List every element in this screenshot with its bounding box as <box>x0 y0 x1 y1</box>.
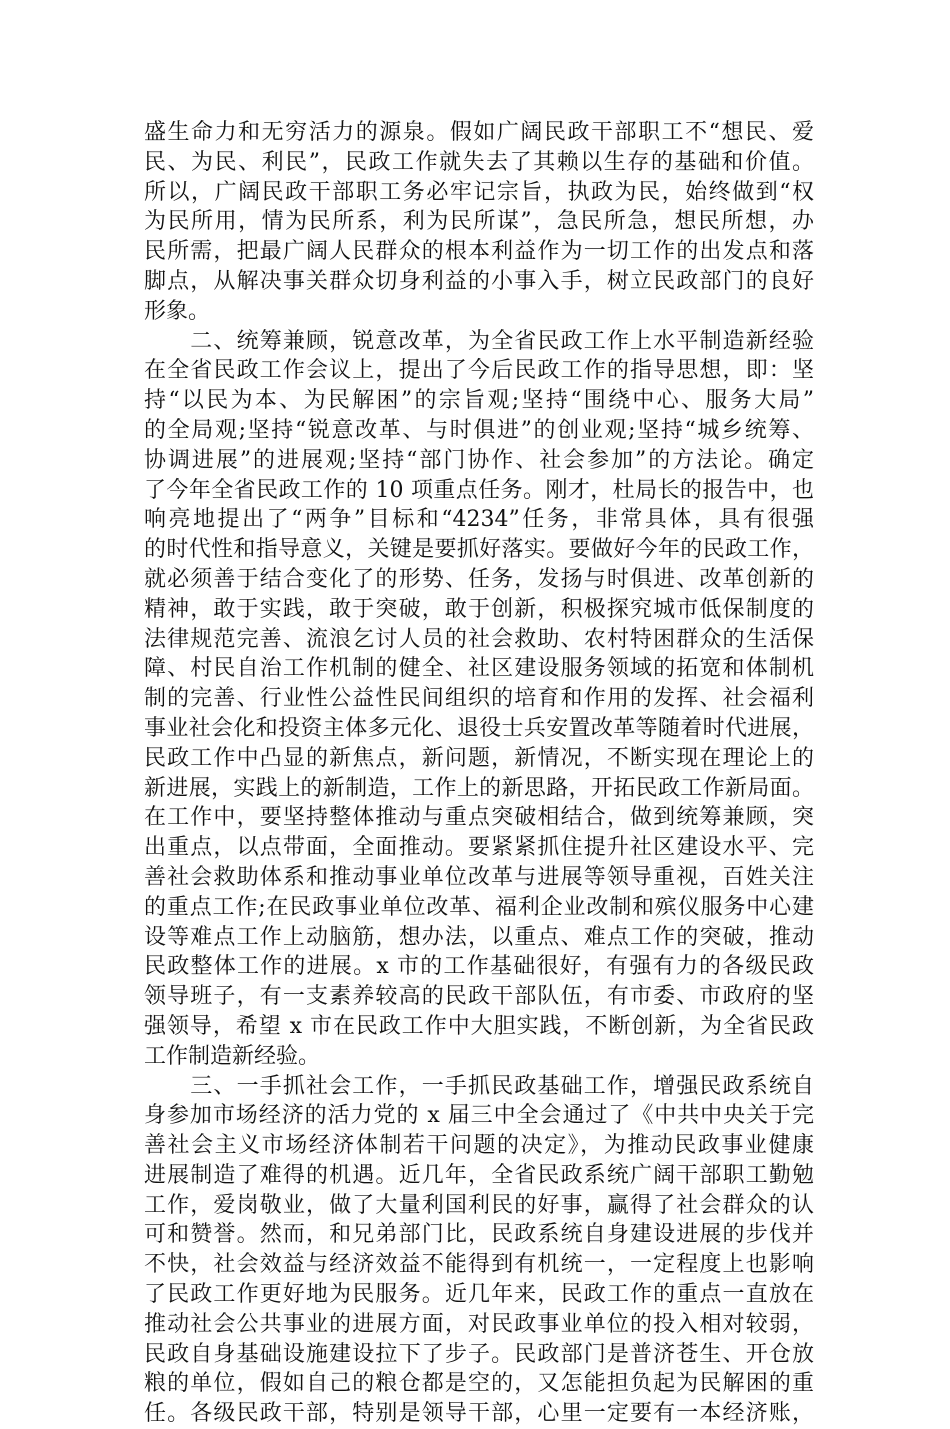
text-line: 协调进展”的进展观;坚持“部门协作、社会参加”的方法论。确定 <box>144 447 814 473</box>
text-line: 精神，敢于实践，敢于突破，敢于创新，积极探究城市低保制度的 <box>144 596 814 622</box>
text-line: 响亮地提出了“两争”目标和“4234”任务，非常具体，具有很强 <box>144 507 814 533</box>
body-text <box>144 118 814 1429</box>
text-line: 盛生命力和无穷活力的源泉。假如广阔民政干部职工不“想民、爱 <box>144 120 814 145</box>
text-line: 善社会救助体系和推动事业单位改革与进展等领导重视，百姓关注 <box>144 864 814 890</box>
text-line: 民政整体工作的进展。x 市的工作基础很好，有强有力的各级民政 <box>144 954 814 980</box>
text-line: 在工作中，要坚持整体推动与重点突破相结合，做到统筹兼顾，突 <box>144 805 814 831</box>
text-line: 任。各级民政干部，特别是领导干部，心里一定要有一本经济账， <box>144 1401 814 1427</box>
text-line: 出重点，以点带面，全面推动。要紧紧抓住提升社区建设水平、完 <box>144 835 814 861</box>
text-line: 的时代性和指导意义，关键是要抓好落实。要做好今年的民政工作， <box>144 537 814 563</box>
text-line: 民所需，把最广阔人民群众的根本利益作为一切工作的出发点和落 <box>144 239 814 265</box>
text-line: 法律规范完善、流浪乞讨人员的社会救助、农村特困群众的生活保 <box>144 626 814 652</box>
text-line: 民政自身基础设施建设拉下了步子。民政部门是普济苍生、开仓放 <box>144 1341 814 1367</box>
text-line: 新进展，实践上的新制造，工作上的新思路，开拓民政工作新局面。 <box>144 775 814 801</box>
text-line: 就必须善于结合变化了的形势、任务，发扬与时俱进、改革创新的 <box>144 566 814 592</box>
text-line: 民政工作中凸显的新焦点，新问题，新情况，不断实现在理论上的 <box>144 745 814 771</box>
section-heading: 二、统筹兼顾，锐意改革，为全省民政工作上水平制造新经验 <box>144 328 814 354</box>
text-line: 善社会主义市场经济体制若干问题的决定》，为推动民政事业健康 <box>144 1133 814 1159</box>
text-line: 在全省民政工作会议上，提出了今后民政工作的指导思想，即：坚 <box>144 358 814 384</box>
text-line: 制的完善、行业性公益性民间组织的培育和作用的发挥、社会福利 <box>144 686 814 712</box>
text-line: 强领导，希望 x 市在民政工作中大胆实践，不断创新，为全省民政 <box>144 1013 814 1039</box>
text-line: 的重点工作;在民政事业单位改革、福利企业改制和殡仪服务中心建 <box>144 894 814 920</box>
text-line: 持“以民为本、为民解困”的宗旨观;坚持“围绕中心、服务大局” <box>144 388 814 414</box>
text-line: 为民所用，情为民所系，利为民所谋”，急民所急，想民所想，办 <box>144 209 814 235</box>
text-line: 了民政工作更好地为民服务。近几年来，民政工作的重点一直放在 <box>144 1282 814 1308</box>
text-line: 事业社会化和投资主体多元化、退役士兵安置改革等随着时代进展， <box>144 715 814 741</box>
text-line: 所以，广阔民政干部职工务必牢记宗旨，执政为民，始终做到“权 <box>144 179 814 205</box>
text-line: 的全局观;坚持“锐意改革、与时俱进”的创业观;坚持“城乡统筹、 <box>144 417 814 443</box>
text-line: 脚点，从解决事关群众切身利益的小事入手，树立民政部门的良好 <box>144 268 814 294</box>
text-line: 障、村民自治工作机制的健全、社区建设服务领域的拓宽和体制机 <box>144 656 814 682</box>
text-line: 设等难点工作上动脑筋，想办法，以重点、难点工作的突破，推动 <box>144 924 814 950</box>
text-line: 领导班子，有一支素养较高的民政干部队伍，有市委、市政府的坚 <box>144 984 814 1010</box>
text-line: 粮的单位，假如自己的粮仓都是空的，又怎能担负起为民解困的重 <box>144 1371 814 1397</box>
text-line: 不快，社会效益与经济效益不能得到有机统一，一定程度上也影响 <box>144 1252 814 1278</box>
text-line: 身参加市场经济的活力党的 x 届三中全会通过了《中共中央关于完 <box>144 1103 814 1129</box>
text-line: 了今年全省民政工作的 10 项重点任务。刚才，杜局长的报告中，也 <box>144 477 814 503</box>
text-line: 推动社会公共事业的进展方面，对民政事业单位的投入相对较弱， <box>144 1311 814 1337</box>
text-line: 民、为民、利民”，民政工作就失去了其赖以生存的基础和价值。 <box>144 149 814 175</box>
text-line: 进展制造了难得的机遇。近几年，全省民政系统广阔干部职工勤勉 <box>144 1162 814 1188</box>
text-line: 形象。 <box>144 298 211 324</box>
text-line: 可和赞誉。然而，和兄弟部门比，民政系统自身建设进展的步伐并 <box>144 1222 814 1248</box>
text-line: 工作制造新经验。 <box>144 1043 321 1069</box>
section-heading: 三、一手抓社会工作，一手抓民政基础工作，增强民政系统自 <box>144 1073 814 1099</box>
text-line: 工作，爱岗敬业，做了大量利国利民的好事，赢得了社会群众的认 <box>144 1192 814 1218</box>
